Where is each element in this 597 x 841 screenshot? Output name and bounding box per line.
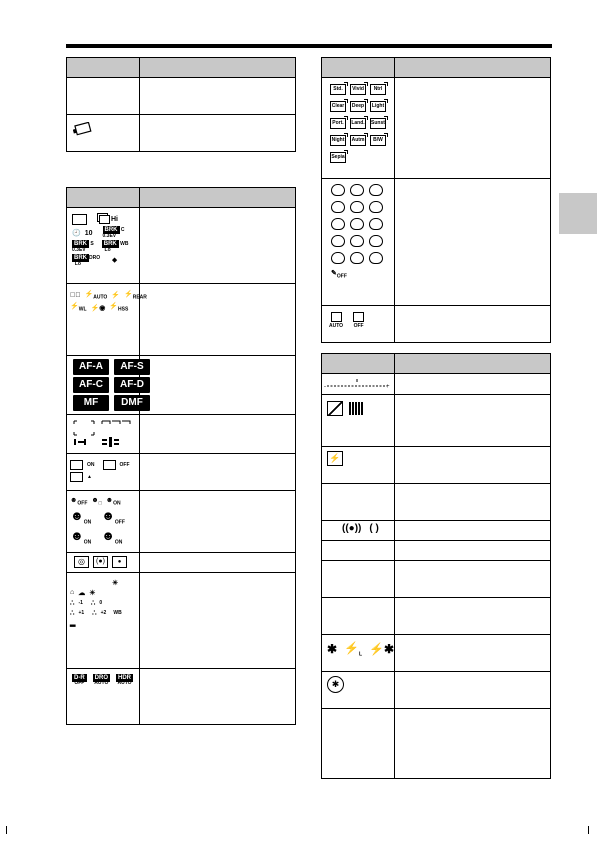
table-row (322, 561, 395, 598)
crop-mark-right (588, 826, 589, 834)
svg-text:-: - (324, 384, 326, 390)
display-table-creative (321, 57, 551, 343)
table-row (322, 484, 395, 521)
table-row (322, 374, 395, 395)
camera-shake-icons: ((●)) ( ) (342, 523, 379, 534)
table-row (322, 672, 395, 709)
drive-mode-icons: Hi 🕘 10 BRK C 0.3EV BRK S 0.3EV BRK WB Lo BRK DRO Lo ⬥ (72, 216, 129, 267)
table-row (322, 447, 395, 484)
table-row (322, 395, 395, 447)
crop-mark-left (6, 826, 7, 834)
table-row (67, 415, 140, 454)
auto-portrait-framing-icons: AUTO OFF (329, 312, 391, 329)
picture-effect-icons: $✎_{OFF}$ (331, 184, 391, 279)
flash-compensation-icon: ⚡ (327, 451, 343, 466)
table-row (67, 491, 140, 553)
table-row (322, 306, 395, 343)
header-indication (395, 58, 551, 78)
table-row (67, 284, 147, 356)
table-row (67, 668, 140, 724)
table-row (322, 521, 395, 541)
table-row (67, 454, 140, 491)
face-detection-icons: $☻_{OFF}$ $☻_□$ $☻_{ON}$ $☻_{ON}$ $☻_{OFF}$ $☻_{ON}$ $☻_{ON}$ (70, 497, 125, 546)
exposure-compensation-icons (327, 401, 391, 416)
section-side-tab (559, 193, 597, 234)
header-display (322, 354, 395, 374)
table-row (67, 208, 140, 284)
header-indication (140, 58, 296, 78)
battery-warning-icon (73, 122, 93, 136)
table-row (67, 552, 140, 572)
table-row (67, 78, 140, 115)
display-table-shooting (66, 187, 296, 725)
dro-hdr-icons: D-R OFF DRO AUTO HDR AUTO (74, 674, 132, 687)
ae-lock-icons: ✱ $⚡_L$ ⚡✱ (327, 641, 395, 658)
white-balance-icons: ☀ ⌂ ☁ ☀ ∴ -1 ∴ 0 ∴ +1 ∴ +2 WB ▂ (70, 579, 122, 627)
focus-mode-icons: AF-A AF-S AF-C AF-D MF DMF (73, 359, 136, 411)
table-row (322, 635, 395, 672)
header-display (67, 188, 140, 208)
object-tracking-icons: ON OFF ▲ (70, 460, 136, 482)
display-table-battery (66, 57, 296, 152)
flash-charge-icon: ✱ (327, 676, 344, 693)
exposure-scale-icon (324, 376, 390, 390)
display-table-exposure (321, 353, 551, 779)
table-row (67, 572, 140, 668)
table-row (322, 78, 395, 179)
table-row (322, 598, 395, 635)
table-row (322, 179, 395, 306)
header-display (322, 58, 395, 78)
header-indication (395, 354, 551, 374)
table-row (322, 709, 395, 779)
header-indication (140, 188, 296, 208)
flash-mode-icons: ⚡⃠ $⚡_{AUTO}$ ⚡ $⚡_{REAR}$ $⚡_{WL}$ ⚡◉ $⚡_{HSS}$ (70, 291, 147, 313)
focus-area-icons (70, 419, 134, 447)
table-row (67, 356, 144, 415)
creative-style-icons: Std. Vivid Ntrl Clear Deep Light Port. Land. Sunst Night Autm B/W Sepia (330, 84, 391, 163)
metering-icons: ◎ (●) ● (74, 556, 136, 568)
header-display (67, 58, 140, 78)
svg-text:+: + (386, 384, 390, 390)
top-rule (66, 44, 552, 48)
table-row (67, 115, 140, 152)
table-row (322, 541, 395, 561)
